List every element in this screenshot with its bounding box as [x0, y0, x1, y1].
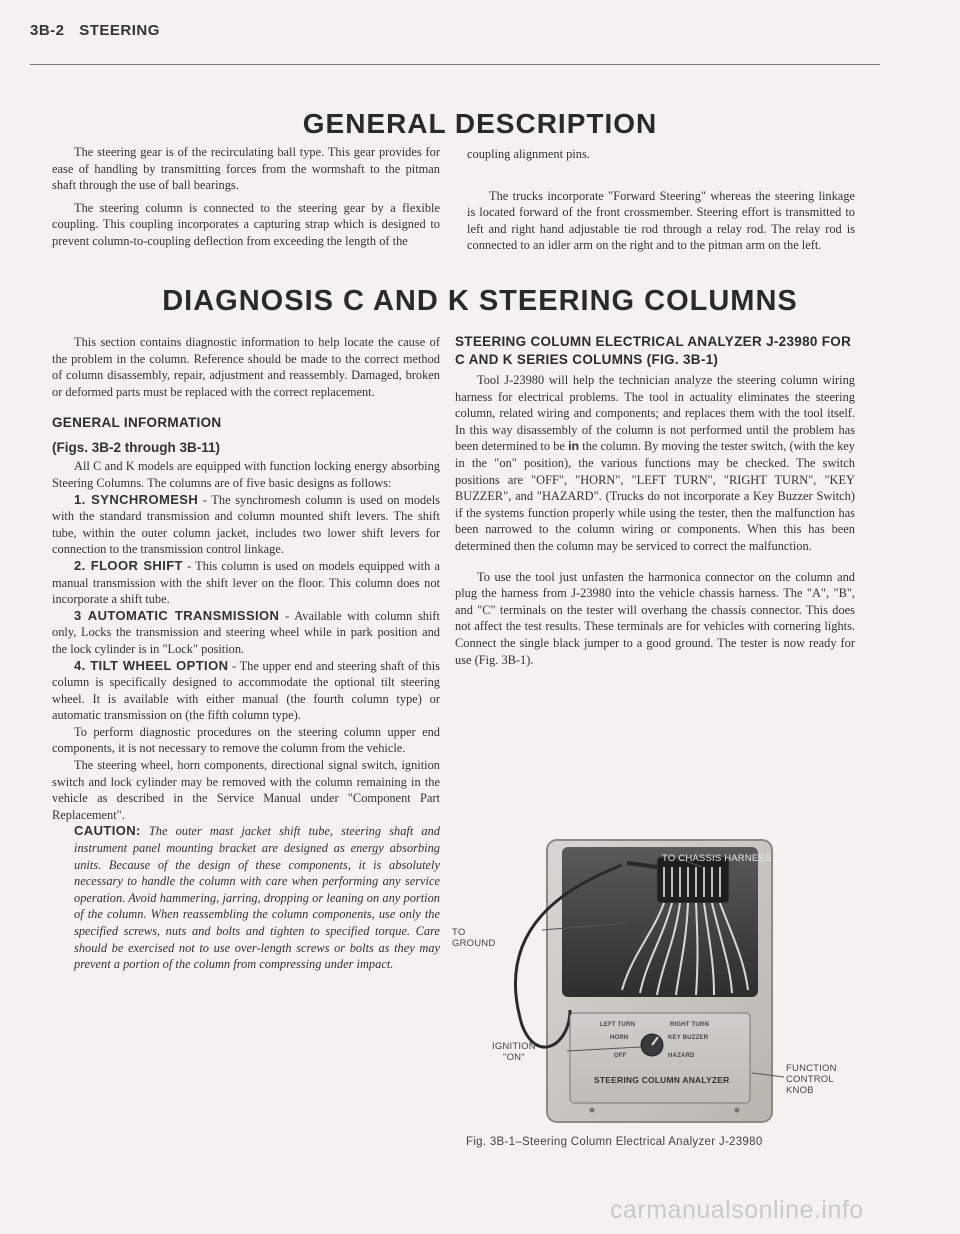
panel-horn: HORN	[610, 1035, 629, 1041]
case-screw	[735, 1108, 740, 1113]
item-label: 4. TILT WHEEL OPTION	[74, 657, 229, 673]
label-ignition-on: IGNITION "ON"	[492, 1041, 536, 1063]
item-label: 2. FLOOR SHIFT	[74, 557, 183, 573]
paragraph: The trucks incorporate "Forward Steering" whereas the steering linkage is located forward of the front crossmember. Steering effort is transmitted to left and right hand adjustable tie rod through a relay rod. The relay rod is connected to an idler arm on the right and to the pitman arm on the left.	[467, 188, 855, 253]
text-run: Tool J-23980 will help the technician analyze the steering column wiring harness for electrical problems. The tool in actuality eliminates the steering column, related wiring and components; and replaces them with the tool itself. In this way disassembly of the column is not performed until the problem has been determined to be	[455, 373, 855, 454]
list-item	[52, 658, 440, 724]
analyzer-heading: STEERING COLUMN ELECTRICAL ANALYZER J-23980 FOR C AND K SERIES COLUMNS (FIG. 3B-1)	[455, 334, 852, 367]
panel-hazard: HAZARD	[668, 1053, 695, 1059]
panel-right-turn: RIGHT TURN	[670, 1022, 709, 1028]
figure-caption: Fig. 3B-1–Steering Column Electrical Analyzer J-23980	[466, 1136, 763, 1148]
emphasis: in	[568, 439, 580, 454]
label-function-control-knob: FUNCTION CONTROL KNOB	[786, 1063, 837, 1096]
diagnosis-left-column	[52, 334, 440, 973]
label-to-ground: TO GROUND	[452, 927, 496, 949]
general-description-title: GENERAL DESCRIPTION	[302, 108, 658, 139]
header-rule	[30, 64, 880, 65]
panel-title: STEERING COLUMN ANALYZER	[594, 1075, 730, 1085]
figures-reference: (Figs. 3B-2 through 3B-11)	[52, 440, 221, 456]
label-to-chassis-harness: TO CHASSIS HARNESS	[662, 853, 772, 864]
item-label: 1. SYNCHROMESH	[74, 491, 199, 507]
item-text: - Available with column shift only, Locks the transmission and steering wheel while in park position and the lock cylinder is in "Lock" position.	[52, 608, 441, 656]
caution-label: CAUTION:	[74, 823, 141, 839]
diagnosis-title: DIAGNOSIS C AND K STEERING COLUMNS	[162, 285, 798, 317]
control-panel	[570, 1013, 750, 1103]
page-number: 3B-2	[30, 22, 65, 39]
panel-key-buzzer: KEY BUZZER	[668, 1035, 709, 1041]
list-item	[52, 558, 440, 608]
text-run: the column. By moving the tester switch, (with the key in the "on" position), the various functions may be checked. The switch positions are "OFF", "HORN", "LEFT TURN", "RIGHT TURN", "KEY BUZZER", and "HAZARD". (Trucks do not incorporate a Key Buzzer Switch) if the systems function properly while using the tester, then the malfunction has been narrowed to the column wiring or components. When this has been determined then the column may be serviced to correct the malfunction.	[455, 439, 855, 553]
intro-paragraph: This section contains diagnostic information to help locate the cause of the problem in the column. Reference should be made to the correct method of column disassembly, repair, adjustment and reassembly. Damaged, broken or deformed parts must be replaced with the correct replacement.	[52, 335, 440, 399]
paragraph: The steering wheel, horn components, directional signal switch, ignition switch and lock cylinder may be removed with the column remaining in the vehicle as described in the Service Manual under "Component Part Replacement".	[52, 758, 440, 822]
panel-left-turn: LEFT TURN	[600, 1022, 636, 1028]
general-description-left-column	[52, 144, 440, 250]
item-text: - The synchromesh column is used on models with the standard transmission and column mounted shift levers. The shift tube, within the outer column jacket, includes two lower shift levers for connection to the transmission control linkage.	[52, 492, 441, 557]
watermark: carmanualsonline.info	[610, 1196, 864, 1224]
analyzer-paragraph	[455, 372, 855, 555]
item-text: - This column is used on models equipped with a manual transmission with the shift lever on the floor. This column does not incorporate a shift tube.	[52, 558, 440, 607]
analyzer-column	[455, 333, 855, 668]
case-screw	[590, 1108, 595, 1113]
list-item	[52, 608, 440, 658]
caution-text: The outer mast jacket shift tube, steering shaft and instrument panel mounting bracket are designed as energy absorbing units. Because of the design of these components, it is absolutely necessary to handle the column with care when performing any service operation. Avoid hammering, jarring, dropping or leaning on any portion of the column. When reassembling the column components, use only the specified screws, nuts and bolts and tighten to specified torque. Care should be exercised not to use over-length screws or bolts as they may prevent a portion of the column from compressing under impact.	[74, 824, 440, 972]
section-name: STEERING	[79, 22, 160, 39]
general-description-right-column	[467, 146, 855, 254]
paragraph: To perform diagnostic procedures on the steering column upper end components, it is not necessary to remove the column from the vehicle.	[52, 724, 440, 756]
item-text: - The upper end and steering shaft of this column is specifically designed to accommodate the optional tilt steering wheel. It is available with either manual (the fourth column type) or automatic transmission on (the fifth column type).	[52, 658, 440, 723]
paragraph: All C and K models are equipped with function locking energy absorbing Steering Columns. The columns are of five basic designs as follows:	[52, 459, 440, 490]
analyzer-paragraph: To use the tool just unfasten the harmonica connector on the column and plug the harness from J-23980 into the vehicle chassis harness. The "A", "B", and "C" terminals on the tester will overhang the chassis connector. This does not affect the test results. These terminals are for vehicles with cornering lights. Connect the single black jumper to a good ground. The tester is now ready for use (Fig. 3B-1).	[455, 569, 855, 667]
panel-off: OFF	[614, 1053, 627, 1059]
item-label: 3 AUTOMATIC TRANSMISSION	[74, 607, 280, 623]
caution-note	[52, 823, 440, 972]
paragraph: The steering gear is of the recirculating ball type. This gear provides for ease of handling by transmitting forces from the wormshaft to the pitman shaft through the use of ball bearings.	[52, 145, 440, 193]
running-header	[30, 22, 930, 39]
analyzer-photo	[452, 805, 892, 1125]
paragraph: The steering column is connected to the steering gear by a flexible coupling. This coupling incorporates a capturing strap which is designed to prevent column-to-coupling deflection from exceeding the length of the	[52, 200, 440, 248]
general-information-heading: GENERAL INFORMATION	[52, 415, 222, 431]
paragraph: coupling alignment pins.	[467, 147, 590, 161]
list-item	[52, 492, 440, 558]
